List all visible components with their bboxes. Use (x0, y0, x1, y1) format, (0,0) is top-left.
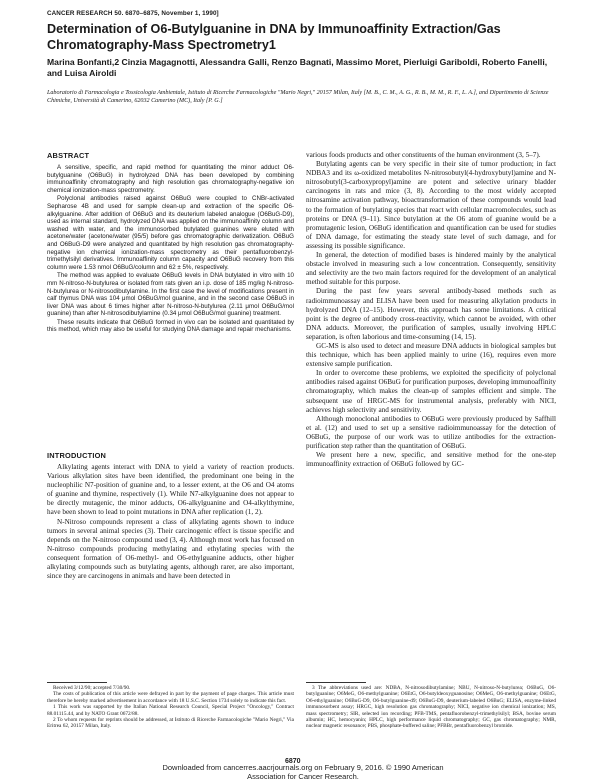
body-paragraph: GC-MS is also used to detect and measure DNA adducts in biological samples but this technique, which has been applied mainly to urine (16), requires even more extensive sample purification. (306, 341, 556, 369)
introduction-body (47, 463, 294, 581)
abstract-paragraph: These results indicate that O6BuG formed in vivo can be isolated and quantitated by this method, which may also be useful for studying DNA damage and repair mechanisms. (47, 318, 294, 334)
abstract-heading: ABSTRACT (47, 151, 90, 160)
intro-paragraph: Alkylating agents interact with DNA to yield a variety of reaction products. Various alkylation sites have been identified, the predominant one being in the nucleophilic N7-position of guanine and, to a lesser extent, at the O6 and O4 atoms of guanine and thymine, respectively (1). While N7-alkylguanine does not appear to be directly mutagenic, the minor adducts, O6-alkylguanine and O4-alkylthymine, have been shown to lead to point mutations in DNA after replication (1, 2). (47, 463, 294, 517)
introduction-heading: INTRODUCTION (47, 451, 107, 460)
abstract-paragraph: Polyclonal antibodies raised against O6BuG were coupled to CNBr-activated Sepharose 4B and used for sample clean-up and extraction of the specific O6-alkylguanine. After addition of O6BuG and its deuterium labeled analogue (O6BuG-D9), used as internal standard, hydrolyzed DNA was applied on the immunoaffinity column and washed with water, and the immunosorbed butylated guanines were eluted with acetone/water (acetone/water (95/5) before gas chromatographic derivatization. O6BuG and O6BuG-D9 were analyzed and quantitated by high resolution gas chromatography-negative ion chemical ionization-mass spectrometry as their pentafluorobenzyl-trimethylsilyl derivatives. Immunoaffinity column capacity and O6BuG recovery from this column were 1.53 nmol O6BuG/column and 62 ± 5%, respectively. (47, 195, 294, 271)
body-paragraph: During the past few years several antibody-based methods such as radioimmunoassay and ELISA have been used for measuring alkylation products in hydrolyzed DNA (12–15). However, this approach has some limitations. A critical point is the degree of antibody cross-reactivity, which cannot be avoided, with other DNA adducts. Moreover, the purification of samples, usually involving HPLC separation, is often laborious and time-consuming (14, 15). (306, 287, 556, 341)
paper-title: Determination of O6-Butylguanine in DNA by Immunoaffinity Extraction/Gas Chromatography-Mass Spectrometry1 (47, 22, 501, 52)
abstract-body (47, 164, 294, 335)
footnote: 1 This work was supported by the Italian National Research Council, Special Project "Oncology," Contract 88.01115.44, and by NATO Grant 0672/88. (47, 704, 294, 717)
journal-header: CANCER RESEARCH 50. 6870–6875, November 1, 1990] (47, 10, 219, 17)
footnote: The costs of publication of this article were defrayed in part by the payment of page charges. This article must therefore be hereby marked advertisement in accordance with 18 U.S.C. Section 1734 solely to indicate this fact. (47, 691, 294, 704)
footnote-divider-left (47, 682, 107, 683)
footnote: Received 3/12/90; accepted 7/30/90. (53, 685, 131, 691)
body-paragraph: In general, the detection of modified bases is hindered mainly by the analytical obstacle involved in measuring such a low concentration. Consequently, sensitivity and selectivity are the two main factors required for the development of an analytical method suitable for this purpose. (306, 251, 556, 287)
author-list: Marina Bonfanti,2 Cinzia Magagnotti, Alessandra Galli, Renzo Bagnati, Massimo Moret, Pierluigi Gariboldi, Roberto Fanelli, and Luisa Airoldi (47, 57, 548, 78)
footnotes-left (47, 685, 294, 730)
abstract-paragraph: A sensitive, specific, and rapid method for quantitating the minor adduct O6-butylguanine (O6BuG) in hydrolyzed DNA has been developed by combining immunoaffinity chromatography and high resolution gas chromatography-negative ion chemical ionization-mass spectrometry. (47, 164, 294, 194)
body-paragraph: In order to overcome these problems, we exploited the specificity of polyclonal antibodies raised against O6BuG for purification purposes, developing immunoaffinity chromatography, which makes the clean-up of samples efficient and simple. The subsequent use of HRGC-MS for instrumental analysis, preferably with NICI, achieves high selectivity and sensitivity. (306, 369, 556, 414)
footnote-right (306, 685, 556, 730)
download-notice: Downloaded from cancerres.aacrjournals.org on February 9, 2016. © 1990 American Association for Cancer Research. (162, 763, 444, 781)
page-number: 6870 (285, 758, 301, 765)
body-paragraph: Although monoclonal antibodies to O6BuG were previously produced by Saffhill et al. (12) and used to set up a sensitive radioimmunoassay for the detection of O6BuG, the purpose of our work was to utilize antibodies for the extraction-purification step rather than the quantitation of O6BuG. (306, 414, 556, 450)
footnote: 3 The abbreviations used are: NDBA, N-nitrosodibutylamine; NBU, N-nitroso-N-butylurea; O6BuG, O6-butylguanine; O6MeG, O6-methylguanine; O6EtG, O6-butyldeoxyguanosine; O6MeG, O6-methylguanine; O6EtG, O6-ethylguanine; O6BuG-D9, O6-butylguanine-d9; O6BuG-D9, deuterium-labeled O6BuG; ELISA, enzyme-linked immunosorbent assay; HRGC, high resolution gas chromatography; NICI, negative ion chemical ionization; MS, mass spectrometry; SIR, selected ion recording; PFB-TMS, pentafluorobenzyl-trimethylsilyl; BSA, bovine serum albumin; HC, hemocyanin; HPLC, high performance liquid chromatography; GC, gas chromatography; NMR, nuclear magnetic resonance; PBS, phosphate-buffered saline; PFBBr, pentafluorobenzyl bromide. (306, 685, 556, 730)
body-paragraph: Butylating agents can be very specific in their site of tumor production; in fact NDBA3 and its ω-oxidized metabolites N-nitrosobutyl(4-hydroxybutyl)amine and N-nitrosobutyl(3-carboxypropyl)amine are potent and selective urinary bladder carcinogens in rats and mice (3, 8). According to the most widely accepted nitrosamine activation pathway, bioactransformation of these compounds would lead to the formation of butylating species that react with cellular macromolecules, such as proteins or DNA (9–11). Since butylation at the O6 atom of guanine would be a promutagenic lesion, O6BuG identification and quantification can be used for studies of DNA damage, for estimating the steady state level of such damage, and for assessing its possible significance. (306, 160, 556, 250)
right-column-body (306, 151, 556, 469)
body-paragraph: various foods products and other constituents of the human environment (3, 5–7). (306, 151, 541, 159)
abstract-paragraph: The method was applied to evaluate O6BuG levels in DNA butylated in vitro with 10 mm N-nitroso-N-butylurea or isolated from rats given an i.p. dose of 185 mg/kg N-nitroso-N-butylurea or N-nitrosodibutylamine. In the first case the level of modifications present in calf thymus DNA was 104 μmol O6BuG/mol guanine, and in the second case O6BuG in liver DNA was about 6 times higher after N-nitroso-N-butylurea (2.11 μmol O6BuG/mol guanine) than after N-nitrosodibutylamine (0.34 μmol O6BuG/mol guanine) treatment. (47, 272, 294, 318)
footnote: 2 To whom requests for reprints should be addressed, at Istituto di Ricerche Farmacologiche "Mario Negri," Via Eritrea 62, 20157 Milan, Italy. (47, 717, 294, 730)
intro-paragraph: N-Nitroso compounds represent a class of alkylating agents shown to induce tumors in several animal species (3). Their carcinogenic effect is tissue specific and depends on the N-nitroso compound used (3, 4). Although most work has focused on N-nitroso compounds producing methylating and ethylating species with the consequent formation of O6-methyl- and O6-ethylguanine adducts, other higher alkylating compounds such as butylating agents, although rarer, are also important, since they are carcinogens in animals and have been detected in (47, 517, 294, 581)
body-paragraph: We present here a new, specific, and sensitive method for the one-step immunoaffinity extraction of O6BuG followed by GC- (306, 451, 556, 469)
footnote-divider-right (306, 682, 366, 683)
affiliation: Laboratorio di Farmacologia e Tossicologia Ambientale, Istituto di Ricerche Farmacologiche "Mario Negri," 20157 Milan, Italy [M. B., C. M., A. G., R. B., M. M., R. F., L. A.], and Dipartimento di Scienze Chimiche, Università di Camerino, 62032 Camerino (MC), Italy [P. G.] (47, 90, 549, 104)
